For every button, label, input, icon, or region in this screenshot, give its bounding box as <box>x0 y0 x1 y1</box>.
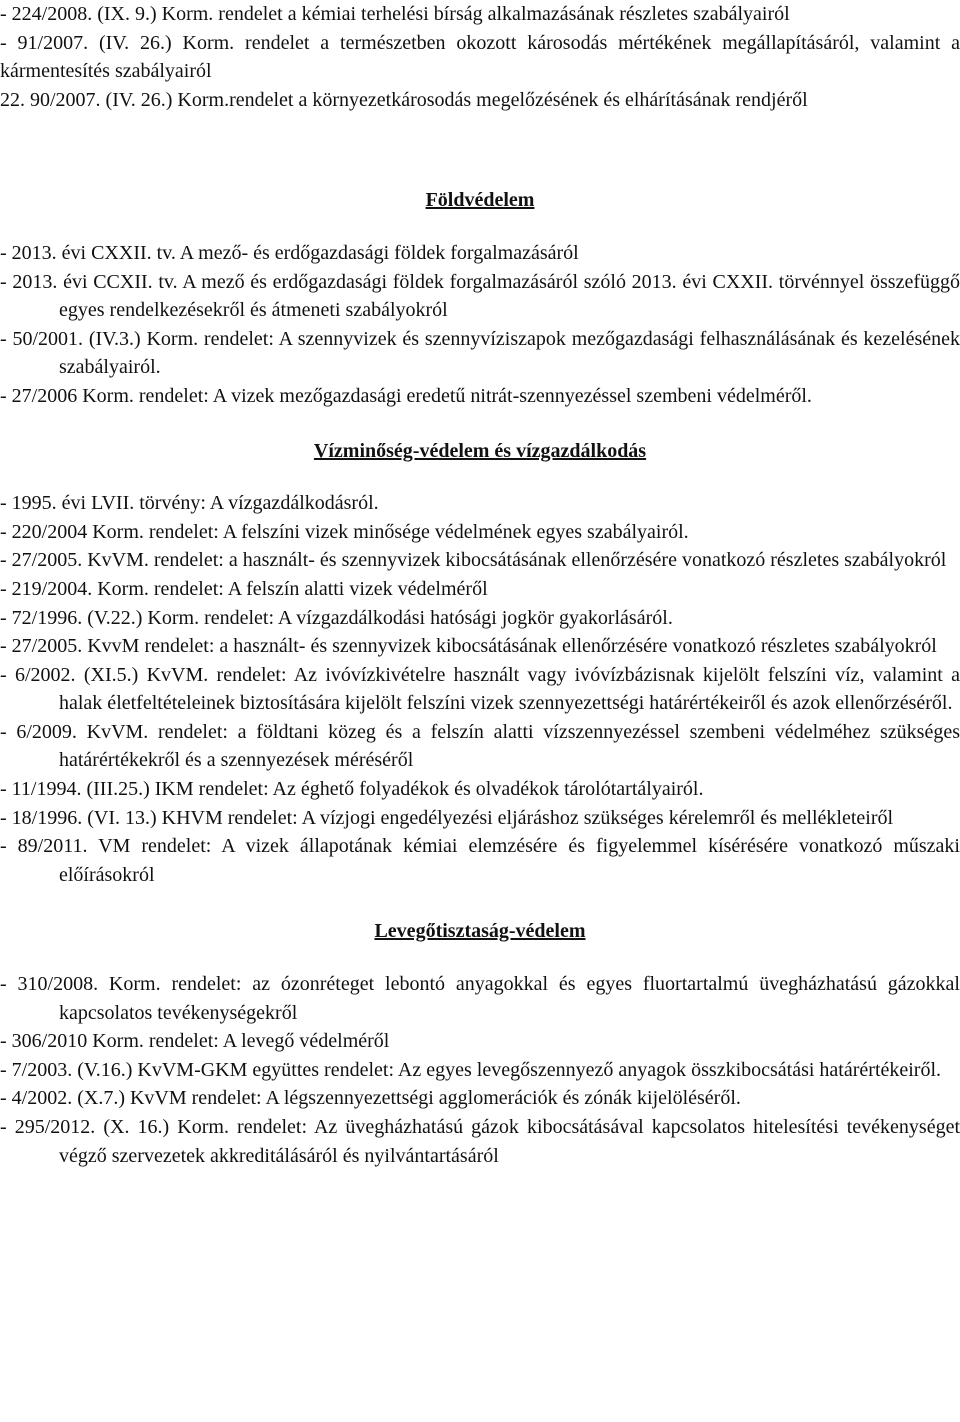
list-item: - 306/2010 Korm. rendelet: A levegő védelméről <box>0 1030 390 1053</box>
list-item: - 295/2012. (X. 16.) Korm. rendelet: Az üvegházhatású gázok kibocsátásával kapcsolatos hitelesítési tevékenységet végző szervezetek akkreditálásáról és nyilvántartásáról <box>0 1116 960 1167</box>
list-item: - 224/2008. (IX. 9.) Korm. rendelet a kémiai terhelési bírság alkalmazásának részletes szabályairól <box>0 3 790 25</box>
list-item: - 2013. évi CCXII. tv. A mező és erdőgazdasági földek forgalmazásáról szóló 2013. évi CXXII. törvénnyel összefüggő egyes rendelkezésekről és átmeneti szabályokról <box>0 270 960 322</box>
list-item: - 4/2002. (X.7.) KvVM rendelet: A légszennyezettségi agglomerációk és zónák kijelöléséről. <box>0 1087 741 1110</box>
list-item: - 27/2006 Korm. rendelet: A vizek mezőgazdasági eredetű nitrát-szennyezéssel szembeni védelméről. <box>0 384 812 407</box>
list-item: 22. 90/2007. (IV. 26.) Korm.rendelet a környezetkárosodás megelőzésének és elhárításának rendjéről <box>0 88 808 111</box>
list-item: - 72/1996. (V.22.) Korm. rendelet: A vízgazdálkodási hatósági jogkör gyakorlásáról. <box>0 606 673 629</box>
section-air-protection <box>0 917 960 1170</box>
list-item: - 27/2005. KvVM. rendelet: a használt- és szennyvizek kibocsátásának ellenőrzésére vonatkozó részletes szabályokról <box>0 549 947 572</box>
list-item: - 6/2009. KvVM. rendelet: a földtani közeg és a felszín alatti vízszennyezéssel szembeni védelméhez szükséges határértékekről és a szennyezések méréséről <box>0 720 960 772</box>
list-item: - 91/2007. (IV. 26.) Korm. rendelet a természetben okozott károsodás mértékének megállapításáról, valamint a kármentesítés szabályairól <box>0 31 960 83</box>
section-heading: Földvédelem <box>425 189 535 212</box>
list-item: - 6/2002. (XI.5.) KvVM. rendelet: Az ivóvízkivételre használt vagy ivóvízbázisnak kijelölt felszíni víz, valamint a halak életfeltételeinek biztosítására kijelölt felszíni vizek szennyezettségi határértékeiről és azok ellenőrzéséről. <box>0 663 960 715</box>
list-item: - 310/2008. Korm. rendelet: az ózonréteget lebontó anyagokkal és egyes fluortartalmú üvegházhatású gázokkal kapcsolatos tevékenységekről <box>0 973 960 1024</box>
list-item: - 220/2004 Korm. rendelet: A felszíni vizek minősége védelmének egyes szabályairól. <box>0 520 689 543</box>
list-item: - 11/1994. (III.25.) IKM rendelet: Az éghető folyadékok és olvadékok tárolótartályairól. <box>0 778 704 801</box>
list-item: - 27/2005. KvvM rendelet: a használt- és szennyvizek kibocsátásának ellenőrzésére vonatkozó részletes szabályokról <box>0 635 937 658</box>
list-item: - 7/2003. (V.16.) KvVM-GKM együttes rendelet: Az egyes levegőszennyező anyagok összkibocsátási határértékeiről. <box>0 1058 942 1081</box>
list-item: - 1995. évi LVII. törvény: A vízgazdálkodásról. <box>0 492 379 515</box>
section-water-protection <box>0 437 960 890</box>
section-heading: Levegőtisztaság-védelem <box>374 920 586 943</box>
list-item: - 18/1996. (VI. 13.) KHVM rendelet: A vízjogi engedélyezési eljáráshoz szükséges kérelemről és mellékleteiről <box>0 806 894 829</box>
list-item: - 89/2011. VM rendelet: A vizek állapotának kémiai elemzésére és figyelemmel kísérésére vonatkozó műszaki előírásokról <box>0 835 960 886</box>
intro-list <box>0 0 960 114</box>
list-item: - 2013. évi CXXII. tv. A mező- és erdőgazdasági földek forgalmazásáról <box>0 241 579 264</box>
list-item: - 50/2001. (IV.3.) Korm. rendelet: A szennyvizek és szennyvíziszapok mezőgazdasági felhasználásának és kezelésének szabályairól. <box>0 327 960 379</box>
section-soil-protection <box>0 186 960 410</box>
section-heading: Vízminőség-védelem és vízgazdálkodás <box>313 439 647 462</box>
list-item: - 219/2004. Korm. rendelet: A felszín alatti vizek védelméről <box>0 577 488 600</box>
